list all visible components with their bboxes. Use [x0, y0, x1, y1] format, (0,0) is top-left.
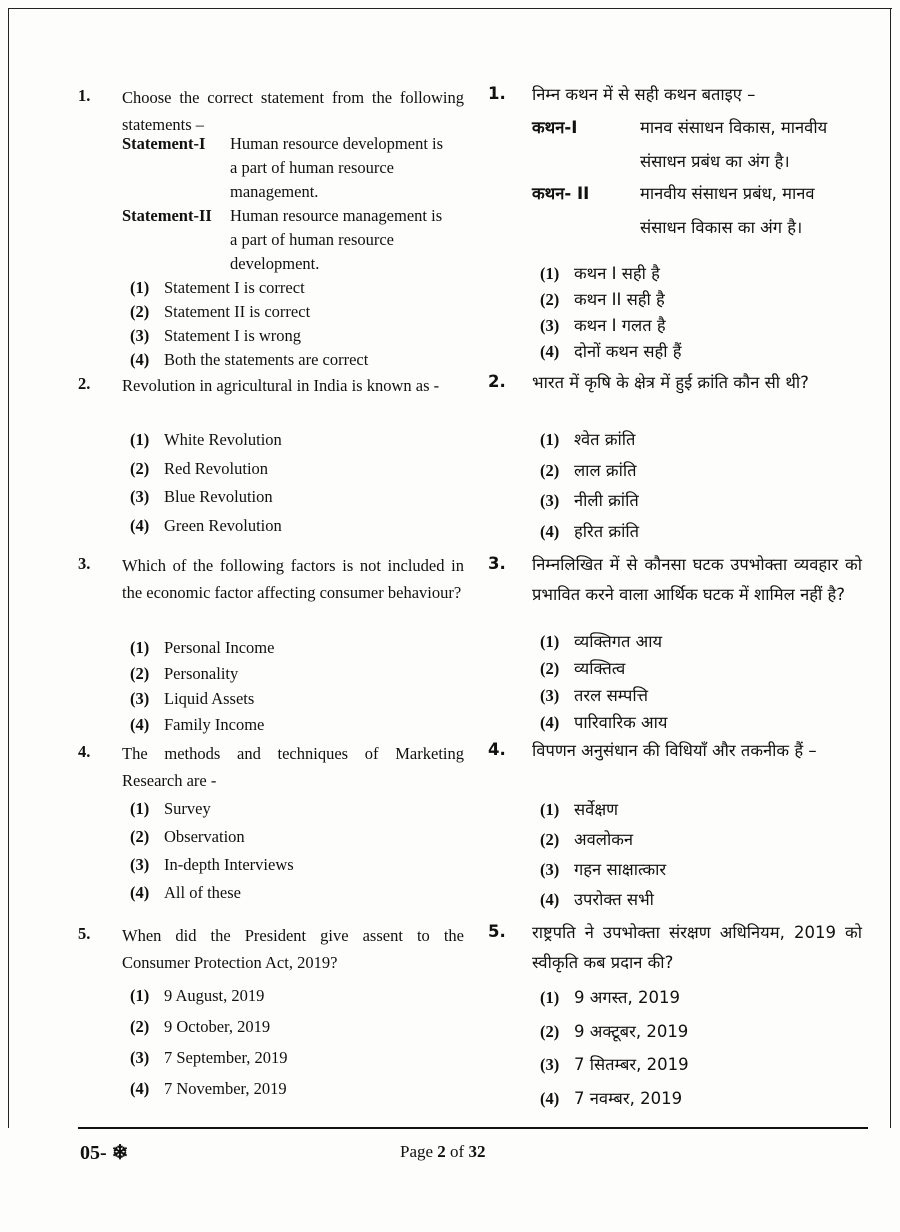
option-number: (3)	[540, 686, 560, 705]
question-number: 1.	[488, 84, 506, 103]
answer-option	[130, 276, 305, 300]
answer-option	[540, 709, 668, 737]
option-text: 7 September, 2019	[164, 1048, 288, 1067]
answer-option	[540, 260, 660, 288]
answer-option	[540, 426, 635, 454]
answer-option	[540, 984, 680, 1012]
answer-option	[130, 457, 268, 481]
option-text: अवलोकन	[574, 830, 634, 849]
option-text: कथन I गलत है	[574, 316, 666, 335]
answer-option	[130, 713, 264, 737]
answer-option	[130, 1077, 287, 1101]
option-number: (3)	[130, 689, 150, 708]
answer-option	[130, 1015, 270, 1039]
page-number	[400, 1142, 485, 1162]
answer-option	[540, 518, 639, 546]
option-number: (4)	[540, 342, 560, 361]
option-number: (1)	[130, 799, 150, 818]
answer-option	[130, 984, 264, 1008]
page-border-left	[8, 8, 9, 1128]
option-text: Family Income	[164, 714, 265, 734]
statement-line: a part of human resource	[230, 230, 395, 249]
option-text: उपरोक्त सभी	[574, 890, 654, 909]
answer-option	[130, 825, 245, 849]
answer-option	[130, 485, 273, 509]
option-number: (1)	[540, 264, 560, 283]
option-text: 7 सितम्बर, 2019	[574, 1055, 689, 1074]
option-text: Observation	[164, 827, 245, 846]
question-number: 3.	[78, 554, 91, 573]
option-text: हरित क्रांति	[574, 521, 640, 541]
option-text: 9 अगस्त, 2019	[574, 988, 680, 1007]
statement-label: कथन- II	[532, 184, 590, 203]
option-number: (1)	[540, 632, 560, 651]
answer-option	[130, 853, 294, 877]
answer-option	[130, 797, 211, 821]
question-text: निम्न कथन में से सही कथन बताइए –	[532, 85, 756, 104]
option-number: (4)	[130, 515, 150, 535]
option-text: Statement I is wrong	[164, 326, 302, 345]
option-text: दोनों कथन सही हैं	[574, 342, 682, 361]
answer-option	[540, 338, 682, 366]
option-number: (2)	[540, 1021, 560, 1041]
answer-option	[540, 655, 625, 683]
page-mid: of	[445, 1142, 469, 1161]
page-border-right	[890, 8, 891, 1128]
option-text: नीली क्रांति	[574, 491, 639, 510]
option-number: (1)	[540, 800, 560, 819]
statement-line: संसाधन प्रबंध का अंग है।	[640, 152, 790, 171]
answer-option	[540, 487, 639, 515]
question-number: 2.	[488, 372, 506, 391]
option-text: पारिवारिक आय	[574, 713, 668, 732]
statement-line: Human resource management is	[230, 206, 443, 225]
option-text: सर्वेक्षण	[574, 800, 619, 819]
option-number: (1)	[130, 986, 150, 1005]
option-number: (1)	[130, 638, 150, 657]
question-text: राष्ट्रपति ने उपभोक्ता संरक्षण अधिनियम, 2019 को स्वीकृति कब प्रदान की?	[532, 923, 862, 972]
answer-option	[540, 886, 654, 914]
option-number: (2)	[130, 1017, 150, 1036]
statement-line: management.	[230, 182, 319, 201]
answer-option	[540, 682, 648, 710]
statement-line: Human resource development is	[230, 134, 444, 153]
option-text: All of these	[164, 883, 241, 902]
answer-option	[540, 286, 665, 314]
answer-option	[130, 348, 368, 372]
option-number: (4)	[130, 883, 150, 902]
option-number: (3)	[540, 1055, 560, 1074]
statement-line: संसाधन विकास का अंग है।	[640, 218, 803, 237]
option-number: (1)	[540, 988, 560, 1007]
option-number: (3)	[130, 326, 150, 345]
option-text: तरल सम्पत्ति	[574, 686, 649, 705]
option-number: (4)	[540, 890, 560, 909]
option-number: (4)	[130, 1079, 150, 1098]
option-text: 9 August, 2019	[164, 986, 265, 1005]
option-number: (2)	[540, 290, 560, 309]
question-number: 2.	[78, 374, 91, 393]
answer-option	[130, 514, 282, 538]
footer-rule	[78, 1127, 868, 1129]
option-text: Blue Revolution	[164, 487, 273, 506]
question-text: Revolution in agricultural in India is known as -	[122, 376, 440, 395]
page-border-top	[8, 8, 892, 9]
option-number: (2)	[130, 663, 150, 683]
statement-line: development.	[230, 254, 320, 273]
option-text: White Revolution	[164, 430, 282, 449]
answer-option	[130, 636, 274, 660]
option-number: (3)	[130, 855, 150, 874]
answer-option	[540, 312, 666, 340]
option-text: 9 October, 2019	[164, 1017, 271, 1036]
option-text: 9 अक्टूबर, 2019	[574, 1021, 689, 1041]
option-text: Both the statements are correct	[164, 350, 369, 369]
answer-option	[130, 662, 238, 686]
answer-option	[130, 428, 282, 452]
option-text: Personality	[164, 663, 239, 683]
option-number: (1)	[130, 278, 150, 297]
option-text: गहन साक्षात्कार	[574, 860, 667, 879]
question-number: 3.	[488, 554, 506, 573]
question-number: 1.	[78, 86, 91, 105]
answer-option	[130, 324, 301, 348]
question-text: The methods and techniques of Marketing Research are -	[122, 744, 464, 790]
option-text: व्यक्तित्व	[574, 659, 626, 678]
question-text: भारत में कृषि के क्षेत्र में हुई क्रांति कौन सी थी?	[532, 373, 809, 392]
option-number: (2)	[130, 458, 150, 478]
statement-label: Statement-II	[122, 206, 212, 225]
answer-option	[130, 1046, 288, 1070]
option-number: (4)	[130, 714, 150, 734]
answer-option	[540, 796, 618, 824]
option-text: Personal Income	[164, 638, 275, 657]
option-number: (4)	[540, 521, 560, 541]
question-text: When did the President give assent to the Consumer Protection Act, 2019?	[122, 926, 464, 972]
option-number: (3)	[540, 491, 560, 510]
page-total: 32	[468, 1142, 486, 1161]
statement-line: a part of human resource	[230, 158, 395, 177]
question-text: Which of the following factors is not included in the economic factor affecting consumer behaviour?	[122, 556, 464, 602]
option-number: (2)	[540, 659, 560, 678]
page-prefix: Page	[400, 1142, 438, 1161]
option-text: लाल क्रांति	[574, 460, 637, 480]
option-number: (3)	[130, 1048, 150, 1067]
paper-code: 05- ❄	[80, 1142, 129, 1164]
option-text: कथन II सही है	[574, 290, 665, 309]
option-text: व्यक्तिगत आय	[574, 632, 663, 651]
answer-option	[130, 687, 254, 711]
statement-label: Statement-I	[122, 134, 206, 153]
option-number: (2)	[540, 830, 560, 849]
answer-option	[540, 628, 662, 656]
question-number: 4.	[488, 740, 506, 759]
answer-option	[540, 826, 633, 854]
option-text: Survey	[164, 799, 211, 818]
option-number: (4)	[540, 1088, 560, 1108]
option-text: Statement I is correct	[164, 278, 305, 297]
option-number: (2)	[540, 460, 560, 480]
statement-line: मानवीय संसाधन प्रबंध, मानव	[640, 184, 815, 203]
answer-option	[540, 457, 637, 485]
answer-option	[540, 1085, 682, 1113]
option-number: (4)	[540, 713, 560, 732]
option-number: (2)	[130, 827, 150, 846]
statement-label: कथन-I	[532, 118, 578, 137]
question-text: विपणन अनुसंधान की विधियाँ और तकनीक हैं –	[532, 741, 817, 760]
page-current: 2	[437, 1142, 446, 1161]
question-number: 5.	[78, 924, 91, 943]
question-number: 5.	[488, 922, 506, 941]
option-text: 7 नवम्बर, 2019	[574, 1088, 683, 1108]
option-text: श्वेत क्रांति	[574, 430, 636, 449]
option-number: (4)	[130, 350, 150, 369]
option-text: 7 November, 2019	[164, 1079, 287, 1098]
question-text: Choose the correct statement from the following statements –	[122, 88, 464, 134]
option-number: (3)	[540, 860, 560, 879]
option-number: (1)	[540, 430, 560, 449]
option-number: (3)	[540, 316, 560, 335]
answer-option	[130, 881, 241, 905]
answer-option	[540, 1051, 689, 1079]
statement-line: मानव संसाधन विकास, मानवीय	[640, 118, 828, 137]
option-text: In-depth Interviews	[164, 855, 294, 874]
option-text: Green Revolution	[164, 515, 282, 535]
option-number: (2)	[130, 302, 150, 321]
option-text: Statement II is correct	[164, 302, 311, 321]
question-number: 4.	[78, 742, 91, 761]
answer-option	[540, 856, 666, 884]
question-text: निम्नलिखित में से कौनसा घटक उपभोक्ता व्यवहार को प्रभावित करने वाला आर्थिक घटक में शामिल नहीं है?	[532, 555, 862, 604]
option-number: (3)	[130, 487, 150, 506]
option-text: Liquid Assets	[164, 689, 255, 708]
option-text: Red Revolution	[164, 458, 269, 478]
answer-option	[540, 1018, 688, 1046]
option-number: (1)	[130, 430, 150, 449]
option-text: कथन I सही है	[574, 264, 660, 283]
answer-option	[130, 300, 310, 324]
